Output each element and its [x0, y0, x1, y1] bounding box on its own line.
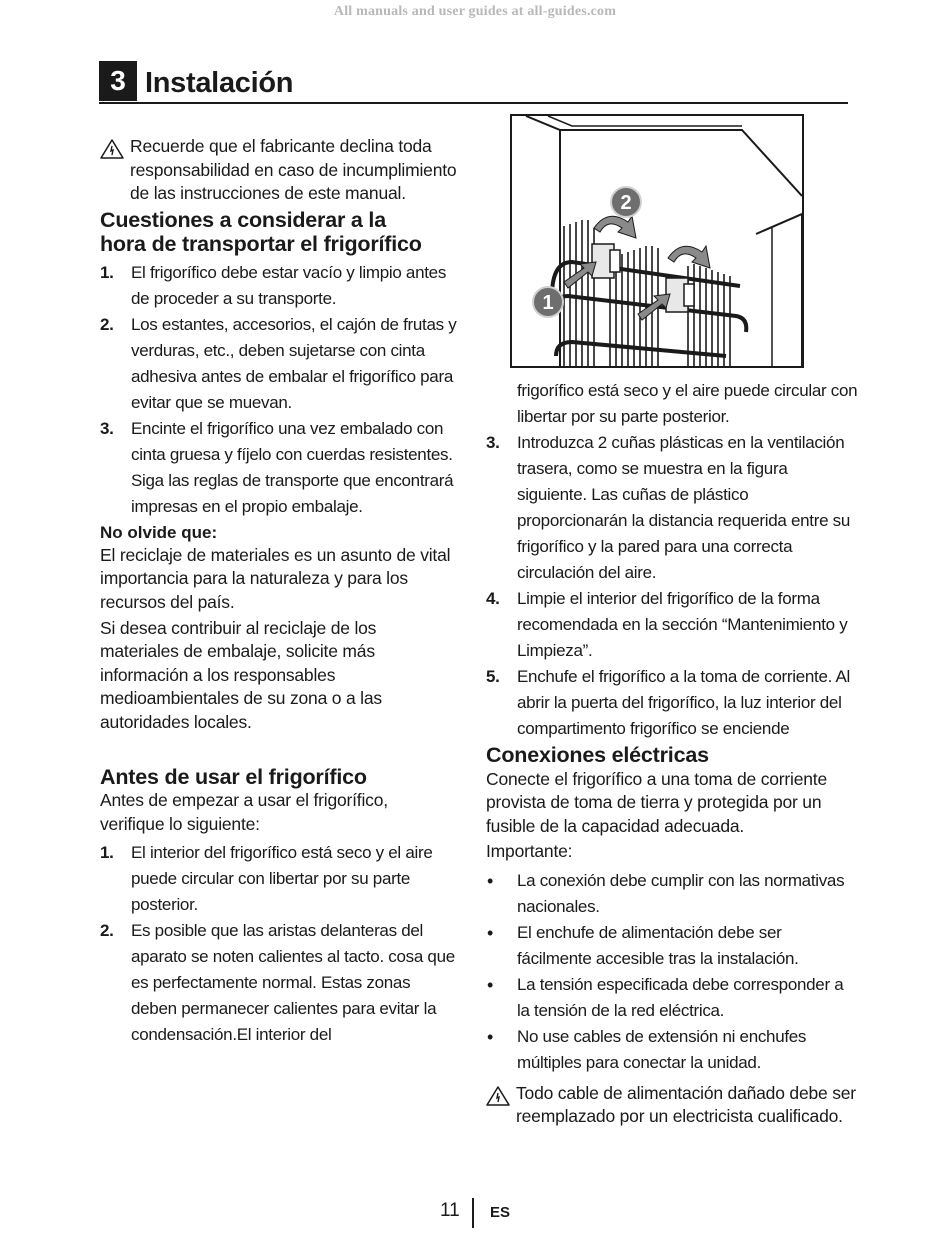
step-number: 1.: [100, 843, 114, 863]
list-item: [486, 430, 858, 586]
electrical-intro: Conecte el frigorífico a una toma de corriente provista de toma de tierra y protegida por un fusible de la capacidad adecuada.: [486, 768, 827, 836]
list-item: [100, 312, 460, 416]
fridge-back-illustration: [512, 116, 802, 366]
step-text: El interior del frigorífico está seco y el aire puede circular con libertar por su parte posterior.: [131, 843, 433, 915]
right-column: [486, 378, 858, 1129]
recycling-paragraph-2: Si desea contribuir al reciclaje de los materiales de embalaje, solicite más información a los responsables medioambientales de su zona o a las autoridades locales.: [100, 617, 382, 732]
recycling-paragraph-1: El reciclaje de materiales es un asunto de vital importancia para la naturaleza y para los recursos del país.: [100, 544, 451, 612]
installation-steps: [486, 430, 858, 742]
page-number: 11: [440, 1200, 460, 1221]
page-footer: [0, 1198, 950, 1228]
step-text: Encinte el frigorífico una vez embalado con cinta gruesa y fíjelo con cuerdas resistentes. Siga las reglas de transporte que encontrará impresas en el propio embalaje.: [131, 418, 454, 516]
callout-1-label: 1: [542, 292, 554, 314]
step-number: 4.: [486, 589, 500, 608]
warning-text: Todo cable de alimentación dañado debe ser reemplazado por un electricista cualificado.: [516, 1082, 856, 1127]
callout-2: [611, 187, 641, 217]
electrical-requirements: [486, 868, 858, 1076]
bullet-text: El enchufe de alimentación debe ser fácilmente accesible tras la instalación.: [517, 922, 799, 968]
warning-note: [100, 135, 460, 206]
bullet-mark: •: [487, 974, 494, 995]
transport-heading: [100, 208, 460, 257]
step-text: El frigorífico debe estar vacío y limpio antes de proceder a su transporte.: [131, 262, 447, 308]
list-item: [486, 1024, 858, 1076]
list-item: [486, 664, 858, 742]
callout-2-label: 2: [620, 192, 632, 214]
transport-heading-line-1: Cuestiones a considerar a la: [100, 207, 386, 232]
list-item: [100, 840, 460, 918]
step-number: 3.: [486, 433, 500, 452]
list-item: [486, 586, 858, 664]
remember-heading: No olvide que:: [100, 522, 218, 542]
section-title: Instalación: [145, 67, 294, 99]
step-number: 1.: [100, 262, 114, 282]
watermark: All manuals and user guides at all-guides.com: [333, 4, 617, 19]
list-item: [100, 918, 460, 1048]
warning-text: Recuerde que el fabricante declina toda responsabilidad en caso de incumplimiento de las instrucciones de este manual.: [130, 136, 457, 204]
list-item: [100, 260, 460, 312]
list-item: [486, 972, 858, 1024]
before-use-heading: Antes de usar el frigorífico: [100, 764, 367, 789]
step-number: 2.: [100, 921, 114, 941]
list-item: [100, 416, 460, 520]
list-item: [486, 920, 858, 972]
list-item: [486, 868, 858, 920]
bullet-text: La conexión debe cumplir con las normativas nacionales.: [517, 870, 845, 916]
step-number: 5.: [486, 667, 500, 686]
warning-triangle-icon: [486, 1086, 510, 1106]
step-text: Los estantes, accesorios, el cajón de frutas y verduras, etc., deben sujetarse con cinta adhesiva antes de embalar el frigorífico para evitar que se muevan.: [131, 314, 457, 412]
electrical-heading: Conexiones eléctricas: [486, 743, 709, 767]
section-header: [99, 61, 848, 104]
step-text: Es posible que las aristas delanteras del aparato se noten calientes al tacto. cosa que es perfectamente normal. Estas zonas deben permanecer calientes para evitar la condensación.El interior del: [131, 921, 455, 1045]
step-text: Limpie el interior del frigorífico de la forma recomendada en la sección “Mantenimiento y Limpieza”.: [517, 589, 848, 660]
bullet-mark: •: [487, 1026, 494, 1047]
bullet-text: La tensión especificada debe corresponder a la tensión de la red eléctrica.: [517, 974, 844, 1020]
step-text: Enchufe el frigorífico a la toma de corriente. Al abrir la puerta del frigorífico, la luz interior del compartimento frigorífico se enciende: [517, 667, 851, 738]
step-number: 3.: [100, 418, 114, 438]
cable-warning-note: [486, 1082, 866, 1129]
footer-divider: [472, 1198, 474, 1228]
transport-steps: [100, 260, 460, 520]
bullet-text: No use cables de extensión ni enchufes múltiples para conectar la unidad.: [517, 1026, 807, 1072]
before-use-steps: [100, 840, 460, 1048]
important-label: Importante:: [486, 841, 573, 862]
warning-triangle-icon: [100, 139, 124, 159]
bullet-mark: •: [487, 922, 494, 943]
before-use-intro: Antes de empezar a usar el frigorífico, verifique lo siguiente:: [100, 790, 388, 834]
step-number: 2.: [100, 314, 114, 334]
wedge-installation-figure: [510, 114, 804, 368]
section-number: 3: [99, 61, 137, 101]
language-code: ES: [490, 1204, 511, 1221]
bullet-mark: •: [487, 870, 494, 891]
step-text: Introduzca 2 cuñas plásticas en la ventilación trasera, como se muestra en la figura siguiente. Las cuñas de plástico proporcionarán la distancia requerida entre su frigorífico y la pared para una correcta circulación del aire.: [517, 433, 851, 582]
transport-heading-line-2: hora de transportar el frigorífico: [100, 232, 422, 257]
left-column: [100, 135, 460, 1048]
callout-1: [533, 287, 563, 317]
continued-step-text: frigorífico está seco y el aire puede circular con libertar por su parte posterior.: [517, 381, 858, 426]
